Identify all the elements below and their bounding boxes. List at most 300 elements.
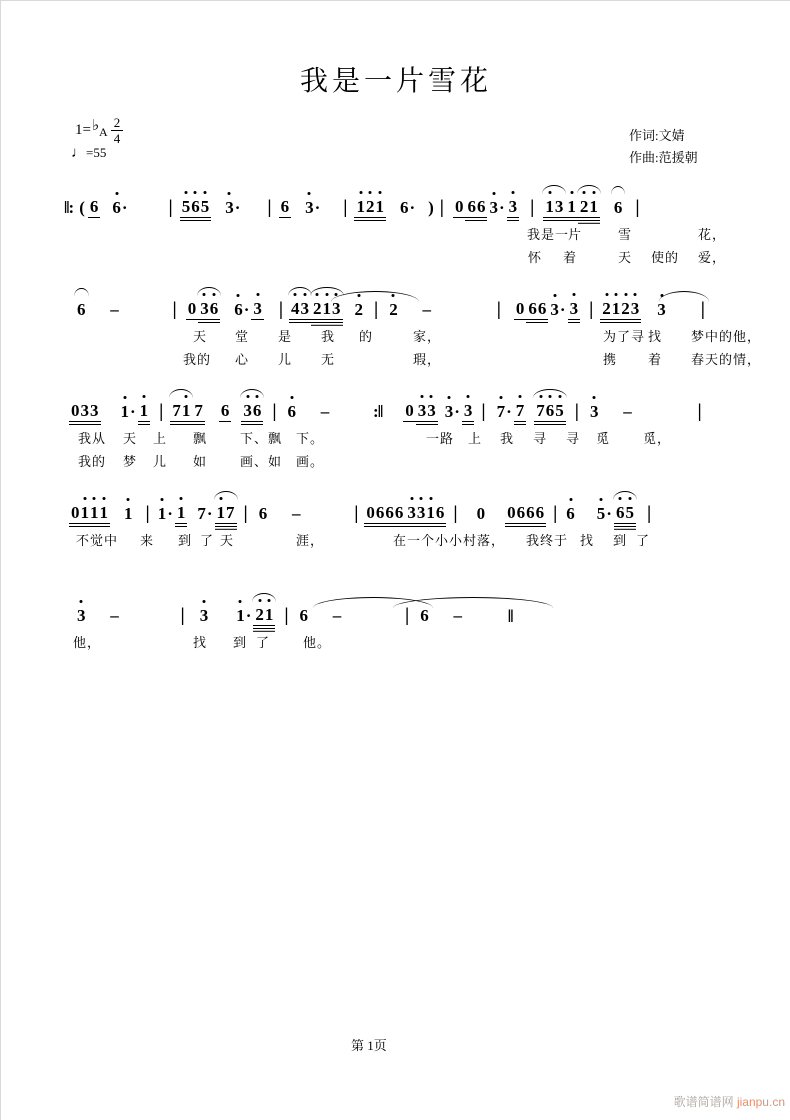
- octave-dot: [592, 191, 595, 194]
- note-group: [110, 198, 129, 218]
- note-group: [487, 198, 506, 218]
- note-digit: 2: [602, 299, 612, 319]
- note-digit: 5: [596, 504, 606, 524]
- lyric-segment: 雪: [618, 227, 633, 242]
- barline: |: [574, 401, 579, 422]
- note-digit: 6: [545, 401, 555, 421]
- octave-dot: [519, 395, 522, 398]
- note-digit: 6: [394, 503, 404, 522]
- note-digit: 4: [291, 299, 301, 319]
- note-group: [614, 503, 636, 524]
- dash-note: –: [332, 606, 342, 625]
- note-digit: 5: [555, 401, 565, 421]
- note-group: [600, 299, 641, 320]
- octave-dot: [429, 497, 432, 500]
- lyric-segment: 是: [278, 329, 293, 344]
- note-digit: 1: [611, 299, 621, 319]
- note-digit: 6: [399, 198, 409, 217]
- parenthesis-close: ): [428, 198, 434, 217]
- octave-dot: [583, 191, 586, 194]
- key-signature: [75, 115, 123, 146]
- note-group: [170, 401, 192, 422]
- note-group: [215, 503, 237, 524]
- note-digit: 3: [225, 198, 235, 218]
- augmentation-dot: ·: [234, 198, 241, 217]
- octave-dot: [93, 497, 96, 500]
- lyric-segment: 瑕，: [413, 352, 442, 367]
- note-digit: 3: [416, 503, 426, 523]
- lyric-segment: 我终于: [526, 533, 569, 548]
- note-digit: 1: [176, 503, 186, 523]
- octave-dot: [511, 191, 514, 194]
- note-row: [63, 285, 753, 320]
- note-digit: 2: [354, 300, 364, 320]
- lyric-segment: 着: [648, 352, 663, 367]
- octave-dot: [83, 497, 86, 500]
- note-digit: 6: [385, 503, 394, 522]
- note-digit: 1: [426, 503, 436, 523]
- lyric-segment: 到: [233, 635, 248, 650]
- augmentation-dot: ·: [121, 198, 128, 217]
- note-group: [475, 504, 488, 524]
- score-system: [63, 489, 753, 589]
- octave-dot: [615, 293, 618, 296]
- lyricist-credit: 作词:文婧: [629, 128, 685, 143]
- octave-dot: [308, 192, 311, 195]
- watermark-site-name: 歌谱简谱网: [673, 1095, 734, 1109]
- lyric-segment: 了: [636, 533, 651, 548]
- score-system: [63, 591, 753, 691]
- note-digit: 6: [89, 197, 99, 216]
- note-digit: 3: [200, 299, 210, 319]
- note-digit: 1: [356, 197, 366, 217]
- augmentation-dot: ·: [409, 198, 416, 217]
- lyric-segment: 找: [580, 533, 595, 548]
- note-digit: 6: [234, 300, 244, 320]
- note-digit: 5: [200, 197, 210, 217]
- lyric-segment: 家，: [413, 329, 442, 344]
- octave-dot: [378, 191, 381, 194]
- note-group: [353, 300, 366, 320]
- barline: |: [168, 197, 173, 218]
- augmentation-dot: ·: [498, 198, 505, 217]
- note-group: [565, 197, 578, 218]
- barline: |: [405, 605, 410, 626]
- barline: |: [697, 401, 702, 422]
- note-group: [303, 198, 322, 218]
- note-digit: 6: [287, 402, 297, 422]
- note-digit: 2: [365, 197, 375, 217]
- score-system: [63, 285, 762, 385]
- note-digit: 3: [554, 197, 564, 216]
- note-digit: 1: [181, 401, 191, 421]
- note-group: [195, 504, 214, 524]
- note-group: [298, 606, 311, 626]
- lyric-segment: 下。: [296, 431, 325, 446]
- note-digit: 0: [507, 503, 516, 522]
- lyric-segment: 一路: [426, 431, 455, 446]
- note-digit: 3: [630, 299, 640, 319]
- lyric-segment: 寻: [566, 431, 581, 446]
- note-digit: 3: [417, 401, 427, 421]
- lyric-segment: 我: [500, 431, 515, 446]
- lyric-segment: 涯，: [296, 533, 325, 548]
- note-group: [251, 299, 264, 320]
- note-group: [612, 198, 625, 218]
- barline: |: [453, 503, 458, 524]
- note-row: [63, 591, 753, 626]
- note-digit: 6: [77, 300, 86, 319]
- barline: |: [172, 299, 177, 320]
- lyric-segment: 儿: [153, 454, 168, 469]
- repeat-end-symbol: :‖: [373, 402, 383, 421]
- note-group: [564, 504, 577, 524]
- barline: |: [439, 197, 444, 218]
- final-barline: ‖: [507, 606, 514, 626]
- note-digit: 6: [258, 504, 268, 523]
- note-digit: 3: [550, 300, 560, 320]
- key-prefix: 1=: [75, 122, 91, 138]
- note-digit: 6: [526, 503, 535, 522]
- note-group: [526, 299, 548, 320]
- lyric-segment: 爱，: [698, 250, 727, 265]
- lyric-segment: 不觉中: [76, 533, 119, 548]
- note-group: [175, 503, 188, 524]
- note-group: [418, 606, 431, 626]
- lyric-segment: 到: [178, 533, 193, 548]
- note-digit: 7: [172, 401, 181, 420]
- note-group: [505, 503, 546, 524]
- barline: |: [243, 503, 248, 524]
- watermark: [674, 1093, 785, 1110]
- lyric-segment: 儿: [278, 352, 293, 367]
- note-group: [453, 197, 466, 218]
- octave-dot: [239, 600, 242, 603]
- note-digit: 7: [194, 401, 203, 420]
- lyric-segment: 片: [568, 227, 583, 242]
- note-digit: 6: [476, 197, 486, 216]
- lyric-segment: 画。: [296, 454, 325, 469]
- octave-dot: [202, 600, 205, 603]
- note-group: [88, 197, 101, 218]
- octave-dot: [325, 293, 328, 296]
- dash-note: –: [110, 300, 119, 319]
- note-digit: 3: [463, 401, 473, 421]
- note-digit: 2: [389, 300, 399, 320]
- lyric-segment: 堂: [235, 329, 250, 344]
- augmentation-dot: ·: [454, 402, 460, 421]
- barline: |: [481, 401, 486, 422]
- note-group: [234, 606, 253, 626]
- note-group: [595, 504, 614, 524]
- octave-dot: [303, 293, 306, 296]
- note-group: [354, 197, 386, 218]
- note-digit: 0: [454, 197, 464, 216]
- octave-dot: [619, 497, 622, 500]
- note-group: [241, 401, 263, 422]
- note-digit: 1: [80, 503, 90, 523]
- octave-dot: [115, 192, 118, 195]
- flat-icon: ♭: [91, 118, 100, 134]
- lyric-segment: 寻: [533, 431, 548, 446]
- barline: |: [284, 605, 289, 626]
- note-digit: 7: [496, 402, 506, 422]
- barline: |: [635, 197, 640, 218]
- note-group: [578, 197, 600, 218]
- note-group: [75, 606, 88, 626]
- tempo-value: =55: [86, 145, 107, 160]
- octave-dot: [258, 599, 261, 602]
- lyric-segment: 了: [200, 533, 215, 548]
- note-digit: 5: [181, 197, 191, 217]
- note-group: [138, 401, 151, 422]
- note-digit: 3: [489, 198, 499, 218]
- note-row: [63, 387, 753, 422]
- note-digit: 1: [567, 197, 577, 217]
- lyric-segment: 我是一: [527, 227, 570, 242]
- octave-dot: [102, 497, 105, 500]
- note-digit: 6: [375, 503, 385, 522]
- note-digit: 3: [243, 401, 253, 421]
- barline: |: [159, 401, 164, 422]
- note-group: [311, 299, 343, 320]
- octave-dot: [80, 600, 83, 603]
- octave-dot: [185, 395, 188, 398]
- lyric-segment: 我的: [183, 352, 212, 367]
- dash-note: –: [623, 402, 632, 421]
- note-digit: 6: [615, 503, 625, 523]
- note-digit: 1: [236, 606, 246, 626]
- octave-dot: [593, 396, 596, 399]
- note-digit: 6: [537, 299, 547, 318]
- note-group: [495, 402, 514, 422]
- note-group: [198, 299, 220, 320]
- octave-dot: [624, 293, 627, 296]
- note-digit: 1: [264, 605, 274, 625]
- octave-dot: [467, 395, 470, 398]
- note-group: [405, 503, 446, 524]
- lyric-segment: 心: [235, 352, 250, 367]
- note-digit: 3: [253, 299, 263, 319]
- octave-dot: [600, 498, 603, 501]
- octave-dot: [180, 497, 183, 500]
- lyric-segment: 画、如: [240, 454, 283, 469]
- octave-dot: [569, 498, 572, 501]
- composer-credit: 作曲:范援朝: [629, 150, 698, 165]
- note-digit: 1: [90, 503, 100, 523]
- note-group: [122, 504, 135, 524]
- note-group: [588, 402, 601, 422]
- dash-note: –: [110, 606, 119, 625]
- octave-dot: [499, 396, 502, 399]
- lyric-segment: 天: [220, 533, 235, 548]
- octave-dot: [294, 293, 297, 296]
- note-digit: 3: [199, 606, 209, 626]
- note-group: [398, 198, 417, 218]
- dash-note: –: [422, 300, 431, 319]
- lyric-segment: 天: [193, 329, 208, 344]
- lyric-segment: 找: [648, 329, 663, 344]
- note-digit: 3: [305, 198, 315, 218]
- note-group: [232, 300, 251, 320]
- note-digit: 0: [515, 299, 525, 318]
- note-digit: 3: [80, 401, 89, 420]
- octave-dot: [142, 395, 145, 398]
- note-digit: 3: [77, 606, 87, 626]
- octave-dot: [539, 395, 542, 398]
- lyric-segment: 梦: [123, 454, 138, 469]
- note-group: [534, 401, 566, 422]
- note-group: [75, 300, 88, 320]
- octave-dot: [290, 396, 293, 399]
- note-group: [403, 401, 416, 422]
- lyric-segment: 飘: [193, 431, 208, 446]
- note-digit: 7: [197, 504, 206, 523]
- lyric-segment: 无: [321, 352, 336, 367]
- note-digit: 1: [216, 503, 226, 523]
- lyric-segment: 觅: [596, 431, 611, 446]
- octave-dot: [212, 293, 215, 296]
- note-group: [548, 300, 567, 320]
- repeat-begin-symbol: ‖:: [64, 198, 74, 217]
- note-group: [387, 300, 400, 320]
- octave-dot: [160, 498, 163, 501]
- octave-dot: [558, 395, 561, 398]
- note-digit: 3: [589, 402, 599, 422]
- octave-dot: [570, 191, 573, 194]
- note-group: [198, 606, 211, 626]
- octave-dot: [447, 396, 450, 399]
- note-group: [279, 197, 292, 218]
- octave-dot: [219, 497, 222, 500]
- note-digit: 6: [528, 299, 537, 318]
- octave-dot: [369, 191, 372, 194]
- lyric-segment: 梦中的他，: [691, 329, 762, 344]
- lyric-segment: 我的: [78, 454, 107, 469]
- octave-dot: [410, 497, 413, 500]
- note-group: [219, 401, 232, 422]
- lyric-segment: 花，: [698, 227, 727, 242]
- octave-dot: [359, 191, 362, 194]
- note-digit: 3: [657, 300, 667, 320]
- note-digit: 7: [515, 401, 525, 421]
- note-digit: 0: [71, 503, 80, 522]
- augmentation-dot: ·: [606, 504, 612, 523]
- lyric-segment: 下、飘: [240, 431, 283, 446]
- watermark-site-url[interactable]: jianpu.cn: [736, 1095, 785, 1109]
- key-letter: A: [99, 125, 108, 139]
- augmentation-dot: ·: [130, 402, 136, 421]
- note-digit: 3: [332, 299, 342, 319]
- note-digit: 6: [566, 504, 576, 524]
- octave-dot: [237, 294, 240, 297]
- lyric-segment: 天: [618, 250, 633, 265]
- note-digit: 1: [139, 401, 149, 421]
- note-digit: 6: [467, 197, 476, 216]
- note-group: [253, 605, 275, 626]
- barline: |: [700, 299, 705, 320]
- note-digit: 3: [407, 503, 417, 523]
- lyric-segment: 如: [193, 454, 208, 469]
- note-group: [655, 300, 668, 320]
- note-digit: 1: [375, 197, 385, 217]
- note-group: [180, 197, 212, 218]
- octave-dot: [628, 497, 631, 500]
- note-digit: 3: [300, 299, 310, 319]
- octave-dot: [203, 293, 206, 296]
- lyric-segment: 了: [256, 635, 271, 650]
- note-digit: 1: [124, 504, 134, 524]
- lyric-segment: 怀: [528, 250, 543, 265]
- octave-dot: [228, 192, 231, 195]
- note-group: [443, 402, 462, 422]
- barline: |: [354, 503, 359, 524]
- lyric-segment: 我: [321, 329, 336, 344]
- octave-dot: [194, 191, 197, 194]
- note-digit: 0: [187, 299, 197, 318]
- augmentation-dot: ·: [167, 504, 173, 523]
- barline: |: [145, 503, 150, 524]
- lyric-segment: 着: [563, 250, 578, 265]
- lyric-segment: 到: [613, 533, 628, 548]
- barline: |: [272, 401, 277, 422]
- barline: |: [267, 197, 272, 218]
- note-group: [119, 402, 138, 422]
- note-digit: 6: [209, 299, 219, 319]
- barline: |: [278, 299, 284, 320]
- note-group: [462, 401, 475, 422]
- note-digit: 2: [313, 299, 323, 319]
- octave-dot: [634, 293, 637, 296]
- note-digit: 6: [191, 197, 201, 217]
- lyric-segment: 我从: [78, 431, 107, 446]
- note-digit: 6: [112, 198, 122, 218]
- note-digit: 3: [427, 401, 437, 421]
- octave-dot: [420, 497, 423, 500]
- note-digit: 3: [508, 197, 518, 217]
- octave-dot: [572, 293, 575, 296]
- note-group: [257, 504, 270, 524]
- note-digit: 1: [322, 299, 332, 319]
- note-digit: 6: [535, 503, 545, 522]
- dash-note: –: [453, 606, 462, 625]
- lyric-segment: 他。: [303, 635, 332, 650]
- octave-dot: [316, 293, 319, 296]
- score-system: [63, 387, 753, 487]
- lyric-segment: 在一个小小村落，: [393, 533, 506, 548]
- note-group: [514, 299, 527, 320]
- note-digit: 7: [536, 401, 546, 421]
- note-group: [289, 299, 311, 320]
- note-digit: 6: [420, 606, 429, 625]
- barline: |: [589, 299, 594, 320]
- song-title: 我是一片雪花: [299, 66, 492, 97]
- page-number: 第 1页: [351, 1038, 387, 1053]
- note-digit: 6: [299, 606, 309, 625]
- note-digit: 5: [625, 503, 635, 523]
- parenthesis-open: (: [79, 198, 85, 217]
- tempo-marking: [71, 145, 106, 162]
- lyric-segment: 的: [359, 329, 374, 344]
- augmentation-dot: ·: [314, 198, 321, 217]
- note-digit: 1: [157, 504, 167, 524]
- note-digit: 6: [613, 198, 623, 217]
- octave-dot: [203, 191, 206, 194]
- dash-note: –: [291, 504, 301, 523]
- note-digit: 0: [366, 503, 375, 522]
- octave-dot: [430, 395, 433, 398]
- note-group: [69, 401, 101, 422]
